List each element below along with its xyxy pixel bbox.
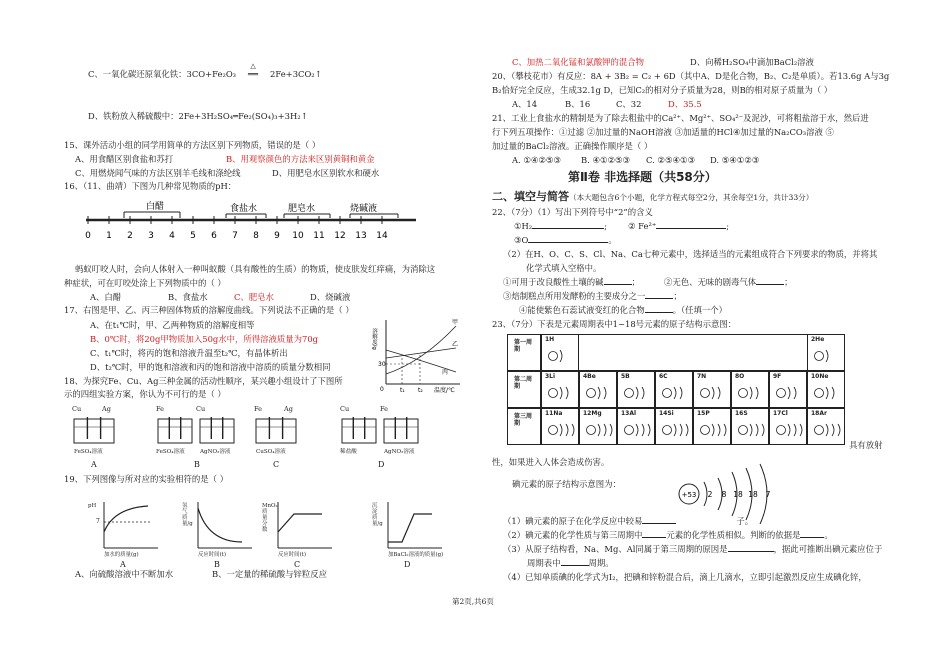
q14-option-d: D、铁粉放入稀硫酸中：2Fe+3H₂SO₄═Fe₂(SO₄)₃+3H₂↑ [88, 111, 308, 121]
q23-sub-3 [503, 544, 882, 555]
q18-setup-a [72, 405, 116, 473]
atom-structure-icon [813, 347, 843, 365]
element-symbol: 17Cl [773, 410, 788, 417]
q16-text-2: 种症状，可在叮咬处涂上下列物质中的（ ） [64, 278, 226, 288]
curve-label-bing: 丙 [442, 369, 449, 376]
iodine-shell-4: 18 [748, 490, 758, 499]
ph-bracket-saltwater [226, 214, 266, 218]
q20-option-b: B、16 [565, 99, 591, 109]
atom-structure-icon [547, 421, 577, 439]
ph-tick-label: 0 [85, 231, 91, 241]
q15-stem: 15、课外活动小组的同学用简单的方法区别下列物质，错误的是（ ） [64, 140, 321, 150]
q21-line-2: 行下列五项操作：①过滤 ②加过量的NaOH溶液 ③加适量的HCl④加过量的Na₂CO₃溶液 ⑤ [492, 127, 834, 137]
graph-x-label: 加BaCl₂溶液的质量(g) [388, 552, 444, 558]
q20-option-c: C、32 [616, 99, 642, 109]
q18-setup-d [340, 405, 422, 473]
q21-option-d: D. ⑤④①②③ [710, 155, 760, 165]
q20-line-2: B₂恰好完全反应，生成32.1g D，已知C₂的相对分子质量为28，则B的相对原子质量为（ ） [492, 85, 833, 95]
graph-y-label: MnO₂质量分数 [262, 503, 278, 533]
element-symbol: 11Na [545, 410, 563, 417]
q17-option-c: C、t₁℃时，将丙的饱和溶液升温至t₂℃，有晶体析出 [90, 348, 288, 358]
element-cell [731, 408, 769, 445]
q22-sub-2-text: ②无色、无味的剧毒气体 [664, 277, 757, 287]
solubility-y-label: 溶解度/g [371, 328, 377, 350]
metal-2: Ag [102, 405, 111, 413]
element-cell [807, 334, 845, 371]
iodine-shell-3: 18 [733, 490, 743, 499]
q16-option-b: B、食盐水 [168, 292, 208, 302]
graph-letter: A [120, 560, 126, 569]
q22-part2-line-2: 化学式填入空格中。 [526, 263, 602, 273]
element-symbol: 2He [811, 336, 825, 343]
q21-option-b: B. ④①②⑤③ [581, 155, 631, 165]
q22-item-3-label: ③O [514, 235, 529, 245]
q14-c-condition: △ [250, 62, 256, 70]
solubility-y30: 30 [378, 361, 386, 368]
q17-option-a: A、在t₁℃时，甲、乙两种物质的溶解度相等 [90, 320, 255, 330]
setup-letter: C [273, 460, 280, 469]
q22-sub-4-blank[interactable] [645, 312, 673, 313]
ph-label-saltwater: 食盐水 [230, 204, 258, 214]
curve-jia [386, 326, 459, 374]
element-symbol: 14Si [659, 410, 674, 417]
ph-tick-label: 13 [355, 231, 367, 241]
atom-structure-icon [661, 384, 691, 402]
ph-tick-label: 4 [169, 231, 175, 241]
graph-y-label: 沉淀质量/g [372, 503, 383, 527]
element-symbol: 12Mg [583, 410, 602, 417]
atom-structure-icon [775, 384, 805, 402]
ph-label-soapwater: 肥皂水 [288, 204, 316, 214]
element-cell [807, 408, 845, 445]
q19-option-c: C、加热二氧化锰和氯酸钾的混合物 [512, 57, 645, 67]
element-cell [541, 371, 579, 408]
q19-stem: 19、下列图像与所对应的实验相符的是（ ） [64, 474, 229, 484]
q16-text-1: 蚂蚁叮咬人时，会向人体射入一种叫蚁酸（具有酸性的生质）的物质，使皮肤发红痒痛，为消除这 [75, 264, 436, 274]
q22-sub-1-blank[interactable] [604, 284, 632, 285]
period-label [507, 371, 541, 408]
q22-sub-4-note: （任填一个） [681, 305, 728, 315]
graph-letter: C [294, 560, 301, 569]
q16-option-a: A、白醋 [90, 292, 122, 302]
setup-letter: D [378, 460, 385, 469]
q18-stem-2: 示的四组实验方案，你认为不可行的是（ ） [64, 389, 226, 399]
q23-sub-1-suffix: 子。 [736, 516, 754, 526]
q19-option-b: B、一定量的稀硫酸与锌粒反应 [212, 569, 328, 579]
atom-structure-icon [737, 384, 767, 402]
period-label-text: 第三周期 [514, 413, 533, 428]
element-symbol: 9F [773, 373, 782, 380]
graph-x-label: 反应时间(t) [278, 552, 306, 558]
period-label-text: 第二周期 [514, 376, 533, 391]
q22-part2-line-1: （2）在H、O、C、S、Cl、Na、Ca七种元素中，选择适当的元素组成符合下列要求的物质，并将其 [503, 249, 878, 259]
ph-tick-label: 6 [211, 231, 217, 241]
graph-letter: B [214, 560, 220, 569]
graph-y-label: 氢气质量/g [182, 503, 193, 527]
period-label-text: 第一周期 [514, 339, 533, 354]
q22-sub-4-text: ④能使紫色石蕊试液变红的化合物 [519, 305, 645, 315]
element-cell [617, 371, 655, 408]
q23-sub-2-text: （2）碘元素的化学性质与第三周期中 [503, 530, 643, 540]
ph-label-lye: 烧碱液 [350, 204, 378, 214]
graph-letter: D [404, 560, 411, 569]
section-2-title: 第Ⅱ卷 非选择题（共58分） [568, 170, 717, 184]
metal-1: Fe [156, 405, 165, 413]
q20-option-d: D、35.5 [668, 99, 702, 109]
part-2-header [492, 190, 813, 204]
q22-sub-2: ②无色、无味的剧毒气体 ； [664, 277, 793, 287]
q19-graph-b [182, 502, 262, 568]
ph-tick-label: 8 [253, 231, 259, 241]
element-cell [731, 371, 769, 408]
q18-setup-b [156, 405, 238, 473]
q19-graph-a [88, 502, 168, 568]
setup-letter: B [194, 460, 200, 469]
q23-sub-2-text-b: 元素的化学性质相似。判断的依据是 [666, 530, 801, 540]
atom-structure-icon [585, 421, 615, 439]
element-symbol: 8O [735, 373, 745, 380]
iodine-shell-1: 2 [707, 490, 713, 499]
ph-tick-label: 9 [274, 231, 280, 241]
solution-1: FeSO₄溶液 [156, 449, 185, 455]
q22-stem: 22、（7分）（1）写出下列符号中“2”的含义 [492, 207, 653, 217]
q17-option-b: B、0℃时，将20g甲物质加入50g水中，所得溶液质量为70g [90, 334, 319, 344]
period-label [507, 408, 541, 445]
ph-tick-label: 2 [127, 231, 133, 241]
q22-item-1: ①H₂ ; [514, 221, 607, 231]
ph-scale-figure [80, 198, 420, 248]
solubility-y0: 0 [380, 386, 384, 393]
q23-sub-2: （2）碘元素的化学性质与第三周期中 元素的化学性质相似。判断的依据是 。 [503, 530, 833, 540]
q18-setup-c [254, 405, 298, 473]
ph-bracket-soapwater [284, 214, 330, 218]
atom-structure-icon [623, 384, 653, 402]
element-cell [693, 408, 731, 445]
period-1-row [541, 334, 845, 371]
q15-option-a: A、用食醋区别食盐和苏打 [75, 154, 174, 164]
q21-option-c: C. ②⑤④①③ [646, 155, 695, 165]
q17-stem: 17、右图是甲、乙、丙三种固体物质的溶解度曲线。下列说法不正确的是（ ） [64, 305, 354, 315]
element-symbol: 1H [545, 336, 555, 343]
solution-1: CuSO₄溶液 [256, 449, 286, 455]
graph-curve [198, 508, 242, 542]
curve-label-yi: 乙 [452, 341, 459, 348]
ph-tick-label: 14 [376, 231, 388, 241]
graph-curve [278, 514, 322, 532]
element-symbol: 4Be [583, 373, 596, 380]
part-2-note: （本大题包含6个小题，化学方程式每空2分，其余每空1分，共计33分） [569, 193, 814, 202]
q23-side-note: 具有放射 [849, 440, 883, 450]
iodine-shell-5: 7 [765, 490, 771, 499]
iodine-intro: 碘元素的原子结构示意图为： [512, 479, 621, 489]
q19-option-d: D、向稀H₂SO₄中滴加BaCl₂溶液 [690, 57, 814, 67]
periodic-table-figure [507, 334, 846, 447]
q22-item-2-label: ② Fe²⁺ [628, 221, 657, 231]
ph-tick-label: 11 [313, 231, 325, 241]
element-cell [693, 371, 731, 408]
atom-structure-icon [813, 384, 843, 402]
solution-2: AgNO₃溶液 [200, 449, 231, 455]
atom-structure-icon [547, 384, 577, 402]
page-footer: 第2页,共6页 [452, 597, 494, 606]
solution-1: 稀盐酸 [340, 449, 357, 455]
q22-blank-1[interactable] [532, 228, 604, 229]
element-symbol: 7N [697, 373, 707, 380]
ph-tick-label: 3 [148, 231, 154, 241]
atom-structure-icon [737, 421, 767, 439]
q17-option-d: D、t₂℃时，甲的饱和溶液和丙的饱和溶液中溶质的质量分数相同 [90, 362, 331, 372]
q22-item-1-label: ①H₂ [514, 221, 533, 231]
atom-structure-icon [661, 421, 691, 439]
q23-sub-3-blank-2[interactable] [561, 565, 589, 566]
element-symbol: 15P [697, 410, 710, 417]
element-symbol: 18Ar [811, 410, 827, 417]
q22-sub-3: ③焙制糕点所用发酵粉的主要成分之一 ； [503, 291, 682, 301]
element-cell [579, 408, 617, 445]
solution-2: AgNO₃溶液 [384, 449, 415, 455]
element-symbol: 10Ne [811, 373, 829, 380]
ph-tick-label: 10 [292, 231, 304, 241]
element-symbol: 6C [659, 373, 668, 380]
q22-sub-3-blank[interactable] [645, 298, 673, 299]
q23-sub-2-blank-2[interactable] [800, 537, 824, 538]
q14-c-arrow: △ ══ [236, 69, 270, 80]
element-cell [655, 371, 693, 408]
ph-tick-label: 1 [106, 231, 112, 241]
graph-curve [104, 506, 148, 532]
graph-x-label: 加水的质量(g) [104, 552, 139, 558]
q16-stem: 16、（11、曲靖）下图为几种常见物质的pH： [64, 181, 237, 191]
ph-tick-label: 5 [190, 231, 196, 241]
q23-sub-3-text-d: 周期。 [588, 558, 614, 568]
element-symbol: 16S [735, 410, 748, 417]
q23-sub-3-text: （3）从原子结构看，Na、Mg、Al同属于第三周期的原因是 [503, 544, 728, 554]
metal-1: Cu [72, 405, 82, 413]
q14-c-rhs: 2Fe+3CO₂↑ [270, 69, 322, 79]
graph-y-label: pH [88, 503, 97, 509]
q22-sub-1: ①可用于改良酸性土壤的碱 ； [503, 277, 640, 287]
q23-sub-1-blank[interactable] [642, 523, 676, 524]
period-label [507, 334, 541, 371]
q14-option-c [88, 62, 322, 80]
atom-structure-icon [813, 421, 843, 439]
ph-tick-label: 12 [334, 231, 346, 241]
q22-sub-3-text: ③焙制糕点所用发酵粉的主要成分之一 [503, 291, 646, 301]
ph-tick-label: 7 [232, 231, 238, 241]
atom-structure-icon [585, 384, 615, 402]
graph-curve [388, 514, 432, 542]
element-cell [617, 408, 655, 445]
iodine-nucleus: +53 [681, 491, 697, 499]
q21-line-1: 21、工业上食盐水的精制是为了除去粗盐中的Ca²⁺、Mg²⁺、SO₄²⁻及泥沙，可将粗盐溶于水，然后进 [492, 113, 869, 123]
q20-option-a: A、14 [512, 99, 538, 109]
element-cell [769, 408, 807, 445]
ph-label-vinegar: 白醋 [146, 202, 165, 212]
solubility-x-label: 温度/℃ [434, 387, 455, 394]
q23-sub-2-blank-1[interactable] [642, 537, 666, 538]
metal-2: Cu [196, 405, 206, 413]
element-symbol: 13Al [621, 410, 637, 417]
element-cell [769, 371, 807, 408]
element-cell [655, 408, 693, 445]
q22-sub-1-text: ①可用于改良酸性土壤的碱 [503, 277, 604, 287]
ph-bracket-lye [350, 214, 398, 218]
q15-option-b: B、用观察颜色的方法来区别黄铜和黄金 [226, 154, 375, 164]
q15-option-d: D、用肥皂水区别软水和硬水 [272, 168, 380, 178]
q23-sub-3-text-c: 周期表中 [527, 558, 561, 568]
metal-1: Cu [340, 405, 350, 413]
q15-option-c: C、用燃烧闻气味的方法区别羊毛线和涤纶线 [75, 168, 241, 178]
q19-option-a: A、向硫酸溶液中不断加水 [75, 569, 174, 579]
part-2-title: 二、填空与简答 [492, 190, 569, 203]
graph-x-label: 反应时间(t) [198, 552, 226, 558]
element-symbol: 5B [621, 373, 630, 380]
q22-blank-3[interactable] [528, 242, 608, 243]
q23-sub-3-text-b: ，据此可推断出碘元素应位于 [773, 544, 883, 554]
q23-sub-1 [503, 516, 753, 527]
solubility-curve-figure [372, 314, 464, 394]
curve-label-jia: 甲 [452, 319, 459, 326]
solution-1: FeSO₄溶液 [74, 449, 103, 455]
metal-1: Fe [254, 405, 263, 413]
metal-2: Ag [284, 405, 293, 413]
q20-line-1: 20、（攀枝花市）有反应：8A + 3B₂ = C₂ + 6D（其中A、D是化合物，B₂、C₂是单质）。若13.6g A与3g [492, 71, 890, 81]
atom-structure-icon [775, 421, 805, 439]
atom-structure-icon [623, 421, 653, 439]
q21-option-a: A. ①④②⑤③ [512, 155, 561, 165]
metal-2: Fe [380, 405, 389, 413]
solubility-t1: t₁ [400, 387, 405, 394]
q16-option-d: D、烧碱液 [310, 292, 351, 302]
element-symbol: 3Li [545, 373, 556, 380]
q22-item-2: ② Fe²⁺ ; [628, 221, 730, 231]
q19-graph-c [262, 502, 342, 568]
q21-line-3: 加过量的BaCl₂溶液。正确操作顺序是（ ） [492, 141, 653, 151]
q22-item-3: ③O 。 [514, 235, 617, 245]
q19-graph-d [372, 502, 452, 568]
q14-c-lhs: C、一氧化碳还原氧化铁：3CO+Fe₂O₃ [88, 69, 237, 79]
q18-stem-1: 18、为探究Fe、Cu、Ag三种金属的活动性顺序，某兴趣小组设计了下图所 [64, 376, 343, 386]
q23-sub-3-cont [527, 558, 614, 569]
element-cell [807, 371, 845, 408]
element-cell [579, 371, 617, 408]
graph-mark-7: 7 [96, 518, 100, 525]
q22-sub-2-blank[interactable] [756, 284, 784, 285]
q16-option-c: C、肥皂水 [234, 292, 274, 302]
q22-sub-4: ④能使紫色石蕊试液变红的化合物 。（任填一个） [519, 305, 728, 315]
q22-blank-2[interactable] [656, 228, 726, 229]
setup-letter: A [91, 460, 97, 469]
atom-structure-icon [699, 384, 729, 402]
q23-stem: 23、（7分）下表是元素周期表中1~18号元素的原子结构示意图： [492, 319, 737, 329]
q23-continuation: 性，如果进入人体会造成伤害。 [492, 457, 610, 467]
element-cell [541, 408, 579, 445]
q23-sub-1-text: （1）碘元素的原子在化学反应中较易 [503, 516, 643, 526]
q23-sub-3-blank-1[interactable] [728, 551, 774, 552]
q23-sub-4: （4）已知单质碘的化学式为I₂，把碘和锌粉混合后，滴上几滴水，立即引起激烈反应生成碘化锌， [503, 572, 867, 582]
atom-structure-icon [699, 421, 729, 439]
iodine-shell-2: 8 [721, 490, 727, 499]
solubility-t2: t₂ [418, 387, 423, 394]
